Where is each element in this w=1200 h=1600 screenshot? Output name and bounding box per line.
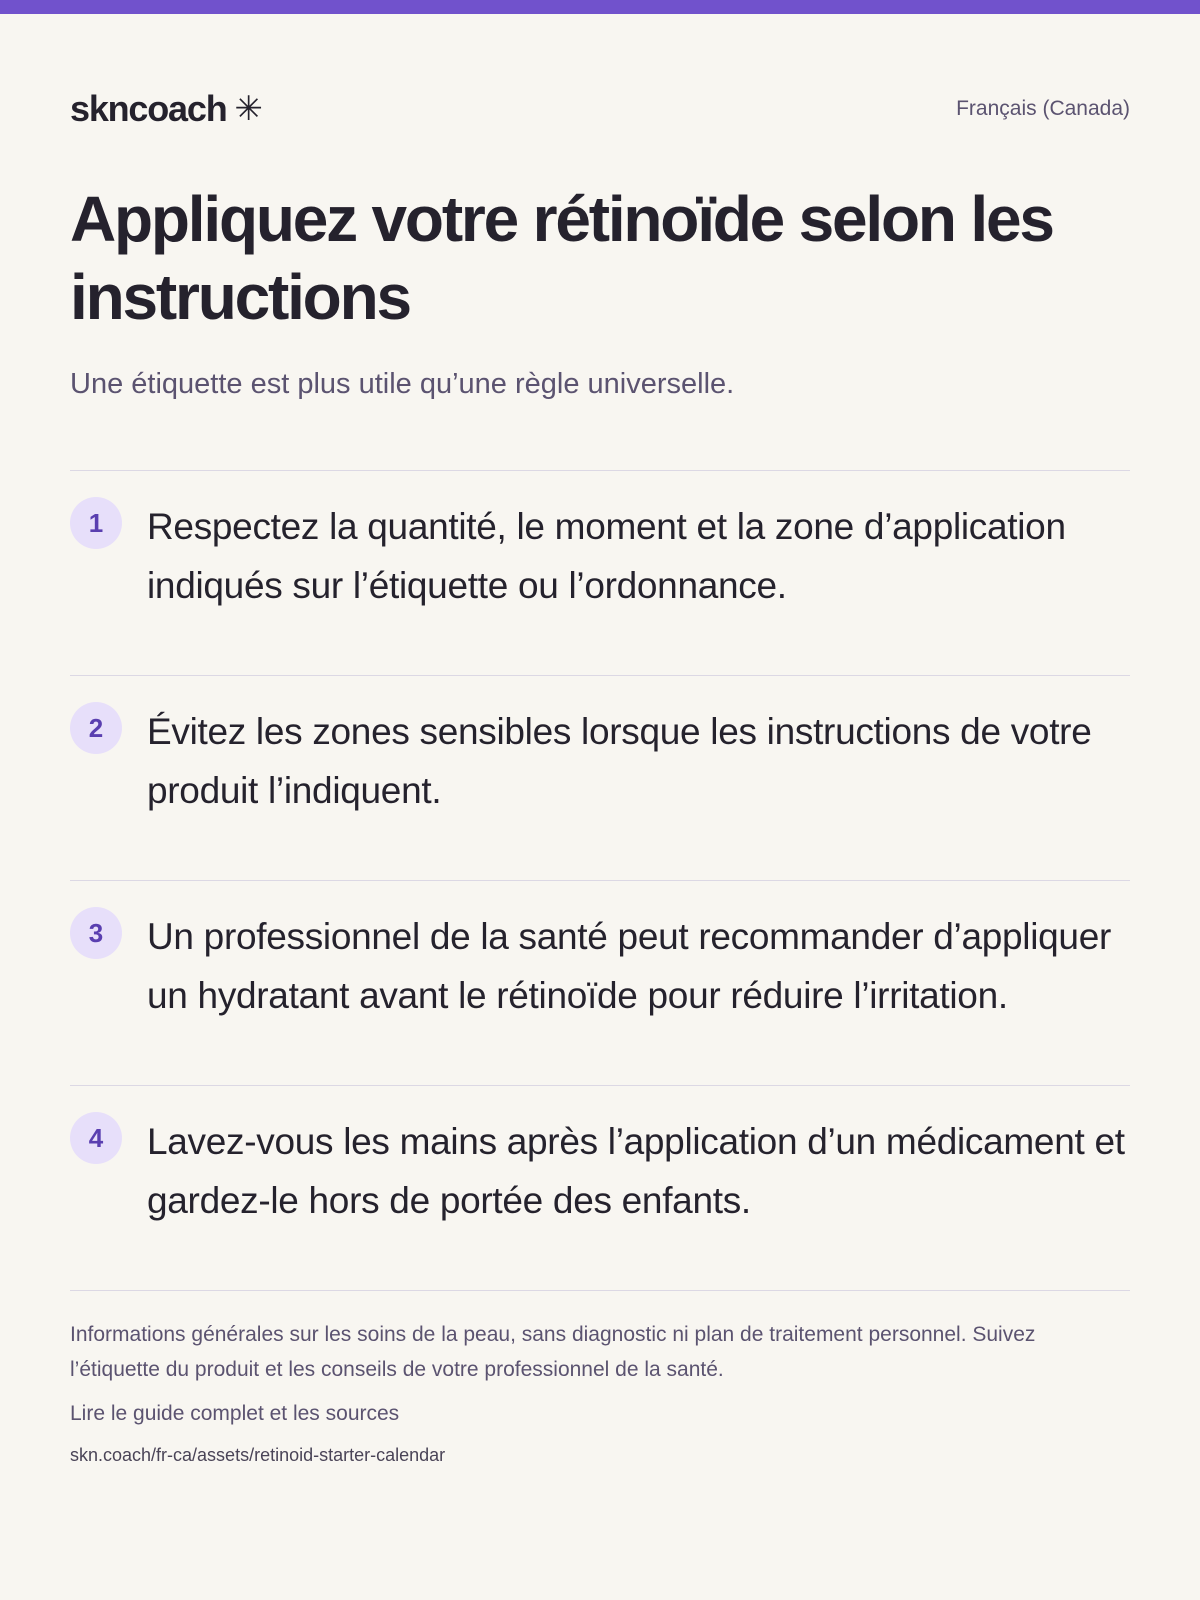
step-number-badge: 4 (70, 1112, 122, 1164)
locale-label[interactable]: Français (Canada) (956, 97, 1130, 120)
disclaimer-text: Informations générales sur les soins de la peau, sans diagnostic ni plan de traitement personnel. Suivez l’étiquette du produit et les conseils de votre professionnel de la santé. (70, 1323, 1036, 1381)
step-item (70, 1086, 1130, 1291)
step-text: Lavez-vous les mains après l’application d’un médicament et gardez-le hors de portée des enfants. (147, 1121, 1125, 1221)
page-title: Appliquez votre rétinoïde selon les instructions (70, 183, 1053, 333)
guide-link[interactable]: Lire le guide complet et les sources (70, 1402, 400, 1425)
source-url: skn.coach/fr-ca/assets/retinoid-starter-calendar (70, 1445, 446, 1465)
step-number-badge: 3 (70, 907, 122, 959)
brand-name: skncoach (70, 88, 227, 129)
step-text: Évitez les zones sensibles lorsque les instructions de votre produit l’indiquent. (147, 711, 1092, 811)
step-text: Respectez la quantité, le moment et la zone d’application indiqués sur l’étiquette ou l’ordonnance. (147, 506, 1066, 606)
footer (70, 1317, 1130, 1467)
brand-logo[interactable] (70, 88, 262, 130)
steps-list (70, 470, 1130, 1291)
header (70, 88, 1130, 130)
page-subtitle: Une étiquette est plus utile qu’une règle universelle. (70, 368, 735, 400)
step-text: Un professionnel de la santé peut recommander d’appliquer un hydratant avant le rétinoïde pour réduire l’irritation. (147, 916, 1111, 1016)
step-number-badge: 1 (70, 497, 122, 549)
step-item (70, 471, 1130, 676)
top-accent-bar (0, 0, 1200, 14)
step-number-badge: 2 (70, 702, 122, 754)
step-item (70, 676, 1130, 881)
step-item (70, 881, 1130, 1086)
asterisk-icon: ✳ (234, 90, 262, 128)
page (70, 14, 1130, 1467)
